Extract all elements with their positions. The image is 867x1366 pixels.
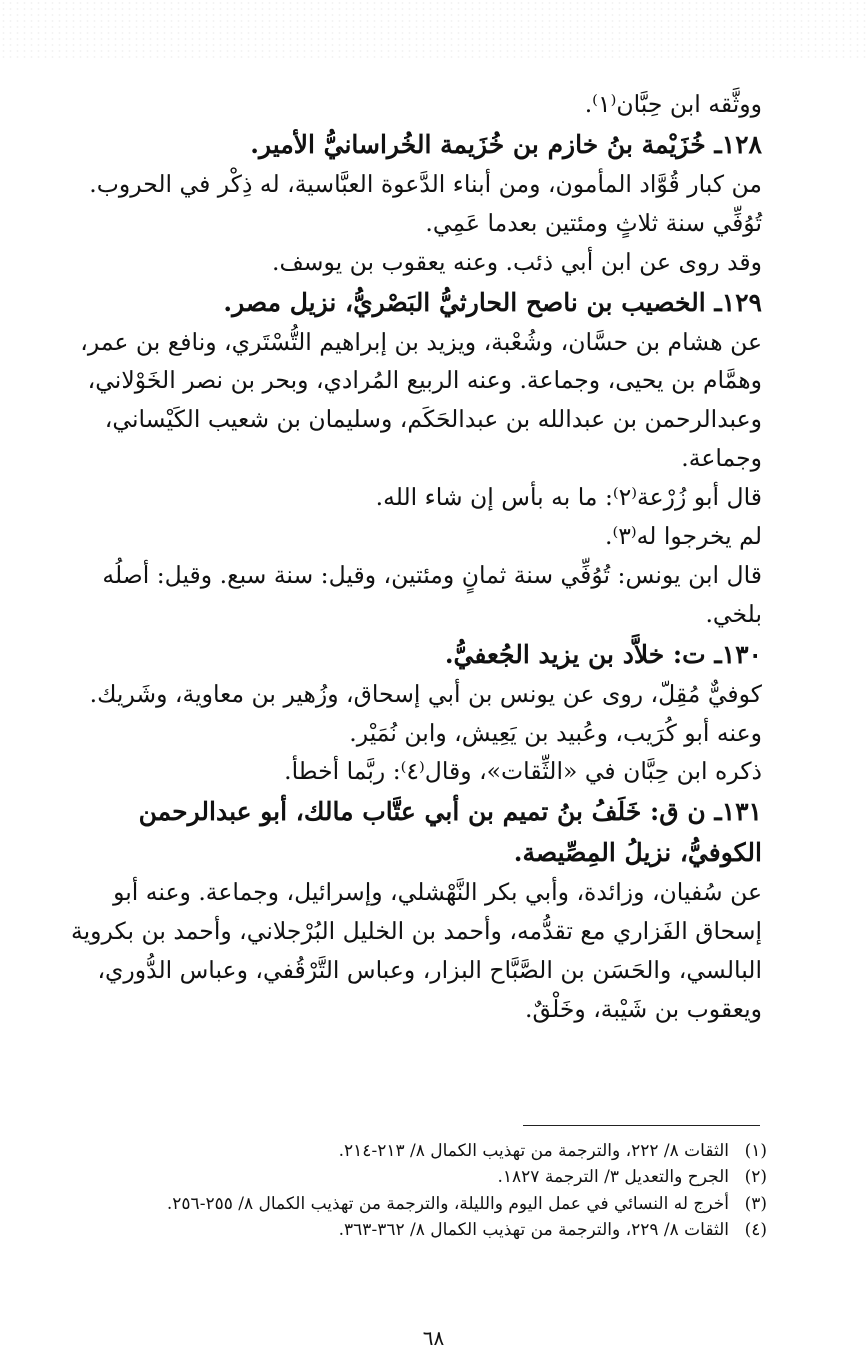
- entry-heading-128: ١٢٨ـ خُزَيْمة بنُ خازم بن خُزَيمة الخُراسانيُّ الأمير.: [250, 129, 762, 159]
- footnote-number: (٣): [744, 1193, 767, 1214]
- footnote-number: (١): [744, 1141, 767, 1161]
- footnote-divider: [523, 1125, 760, 1126]
- text-line: كوفيٌّ مُقِلّ، روى عن يونس بن أبي إسحاق، وزُهير بن معاوية، وشَريك.: [89, 679, 762, 708]
- text-line: تُوُفِّي سنة ثلاثٍ ومئتين بعدما عَمِي.: [425, 208, 762, 237]
- footnote-number: (٢): [744, 1167, 767, 1188]
- text-line: وقد روى عن ابن أبي ذئب. وعنه يعقوب بن يوسف.: [271, 247, 762, 276]
- footnote-text: الجرح والتعديل ٣/ الترجمة ١٨٢٧.: [497, 1167, 729, 1188]
- text-line: إسحاق الفَزاري مع تقدُّمه، وأحمد بن الخليل البُرْجلاني، وأحمد بن بكروية: [71, 917, 762, 946]
- page-number: ٦٨: [422, 1326, 445, 1350]
- text-line: بلخي.: [705, 599, 762, 628]
- footnote-text: الثقات ٨/ ٢٢٢، والترجمة من تهذيب الكمال ٨/ ٢١٣-٢١٤.: [338, 1141, 729, 1161]
- footnotes: [166, 1138, 767, 1243]
- footnote-number: (٤): [744, 1220, 767, 1241]
- text-line: وهمَّام بن يحيى، وجماعة. وعنه الربيع المُرادي، وبحر بن نصر الخَوْلاني،: [87, 366, 762, 395]
- entry-heading-131: ١٣١ـ ن ق: خَلَفُ بنُ تميم بن أبي عتَّاب مالك، أبو عبدالرحمن: [138, 797, 762, 827]
- entry-heading-130: ١٣٠ـ ت: خلاَّد بن يزيد الجُعفيُّ.: [444, 639, 762, 669]
- text-line: ذكره ابن حِبَّان في «الثِّقات»، وقال⁽٤⁾: ربَّما أخطأ.: [284, 757, 762, 786]
- footnote: [200, 1217, 767, 1243]
- text-line: قال ابن يونس: تُوُفِّي سنة ثمانٍ ومئتين، وقيل: سنة سبع. وقيل: أصلُه: [102, 560, 762, 589]
- text-line: ويعقوب بن شَيْبة، وخَلْقٌ.: [525, 995, 762, 1024]
- footnote: [200, 1164, 767, 1190]
- footnote-text: أخرج له النسائي في عمل اليوم والليلة، والترجمة من تهذيب الكمال ٨/ ٢٥٥-٢٥٦.: [166, 1193, 729, 1214]
- text-line: وعبدالرحمن بن عبدالله بن عبدالحَكَم، وسليمان بن شعيب الكَيْساني،: [104, 405, 762, 434]
- text-line: وعنه أبو كُرَيب، وعُبيد بن يَعِيش، وابن نُمَيْر.: [349, 718, 762, 747]
- footnote: [166, 1191, 767, 1217]
- entry-heading-129: ١٢٩ـ الخصيب بن ناصح الحارثيُّ البَصْريُّ، نزيل مصر.: [223, 287, 762, 317]
- text-line: من كبار قُوَّاد المأمون، ومن أبناء الدَّعوة العبَّاسية، له ذِكْر في الحروب.: [89, 169, 762, 198]
- text-line: لم يخرجوا له⁽٣⁾.: [604, 522, 762, 551]
- entry-heading-131-cont: الكوفيُّ، نزيلُ المِصِّيصة.: [513, 838, 762, 868]
- text-line: قال أبو زُرْعة⁽٢⁾: ما به بأس إن شاء الله.: [375, 483, 762, 512]
- main-text: [18, 88, 762, 1032]
- text-line: ووثَّقه ابن حِبَّان⁽١⁾.: [584, 90, 762, 118]
- footnote: [200, 1138, 767, 1164]
- text-line: عن سُفيان، وزائدة، وأبي بكر النَّهْشلي، وإسرائيل، وجماعة. وعنه أبو: [113, 878, 762, 907]
- text-line: وجماعة.: [681, 444, 762, 473]
- text-line: البالسي، والحَسَن بن الصَّبَّاح البزار، وعباس التَّرْقُفي، وعباس الدُّوري،: [97, 956, 762, 985]
- footnote-text: الثقات ٨/ ٢٢٩، والترجمة من تهذيب الكمال ٨/ ٣٦٢-٣٦٣.: [338, 1220, 729, 1241]
- text-line: عن هشام بن حسَّان، وشُعْبة، ويزيد بن إبراهيم التُّسْتَري، ونافع بن عمر،: [80, 327, 762, 356]
- scan-noise: [0, 0, 867, 62]
